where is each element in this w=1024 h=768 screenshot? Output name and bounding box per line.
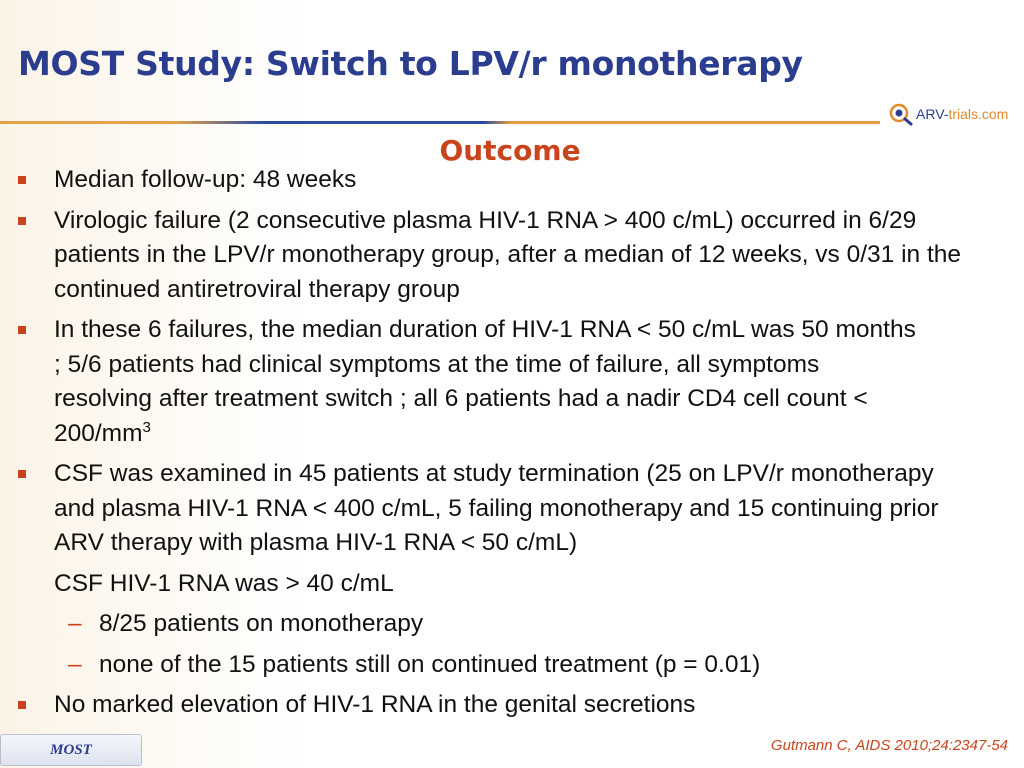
square-bullet-icon <box>18 470 26 478</box>
arv-logo-icon <box>888 102 914 126</box>
square-bullet-icon <box>18 176 26 184</box>
logo-text: ARV-trials.com <box>916 106 1009 122</box>
bullet-list <box>0 163 1024 723</box>
title-divider <box>0 121 880 124</box>
slide-title: MOST Study: Switch to LPV/r monotherapy <box>18 44 803 83</box>
sub-list-item: – none of the 15 patients still on continued treatment (p = 0.01) <box>0 648 1024 683</box>
dash-bullet-icon: – <box>68 650 82 678</box>
section-title: Outcome <box>439 134 581 167</box>
continuation-text: CSF HIV-1 RNA was > 40 c/mL <box>54 569 394 597</box>
list-item: Median follow-up: 48 weeks <box>0 163 1024 198</box>
list-item: Virologic failure (2 consecutive plasma HIV-1 RNA > 400 c/mL) occurred in 6/29 patients in the LPV/r monotherapy group, after a median of 12 weeks, vs 0/31 in the continued antiretroviral therapy group <box>0 204 1024 308</box>
study-tab[interactable]: MOST <box>0 734 142 766</box>
arv-trials-logo[interactable] <box>888 100 1018 128</box>
sub-list-item: – 8/25 patients on monotherapy <box>0 607 1024 642</box>
citation: Gutmann C, AIDS 2010;24:2347-54 <box>770 737 1008 754</box>
square-bullet-icon <box>18 701 26 709</box>
dash-bullet-icon: – <box>68 610 82 637</box>
list-item: No marked elevation of HIV-1 RNA in the genital secretions <box>0 688 1024 723</box>
square-bullet-icon <box>18 326 26 334</box>
square-bullet-icon <box>18 217 26 225</box>
list-item: In these 6 failures, the median duration of HIV-1 RNA < 50 c/mL was 50 months ; 5/6 patients had clinical symptoms at the time of failure, all symptoms resolving after treatment switch ; all 6 patients had a nadir CD4 cell count < $200/mm^3$ <box>0 313 1024 451</box>
list-item: CSF was examined in 45 patients at study termination (25 on LPV/r monotherapy and plasma HIV-1 RNA < 400 c/mL, 5 failing monotherapy and 15 continuing prior ARV therapy with plasma HIV-1 RNA < 50 c/mL) <box>0 457 1024 561</box>
